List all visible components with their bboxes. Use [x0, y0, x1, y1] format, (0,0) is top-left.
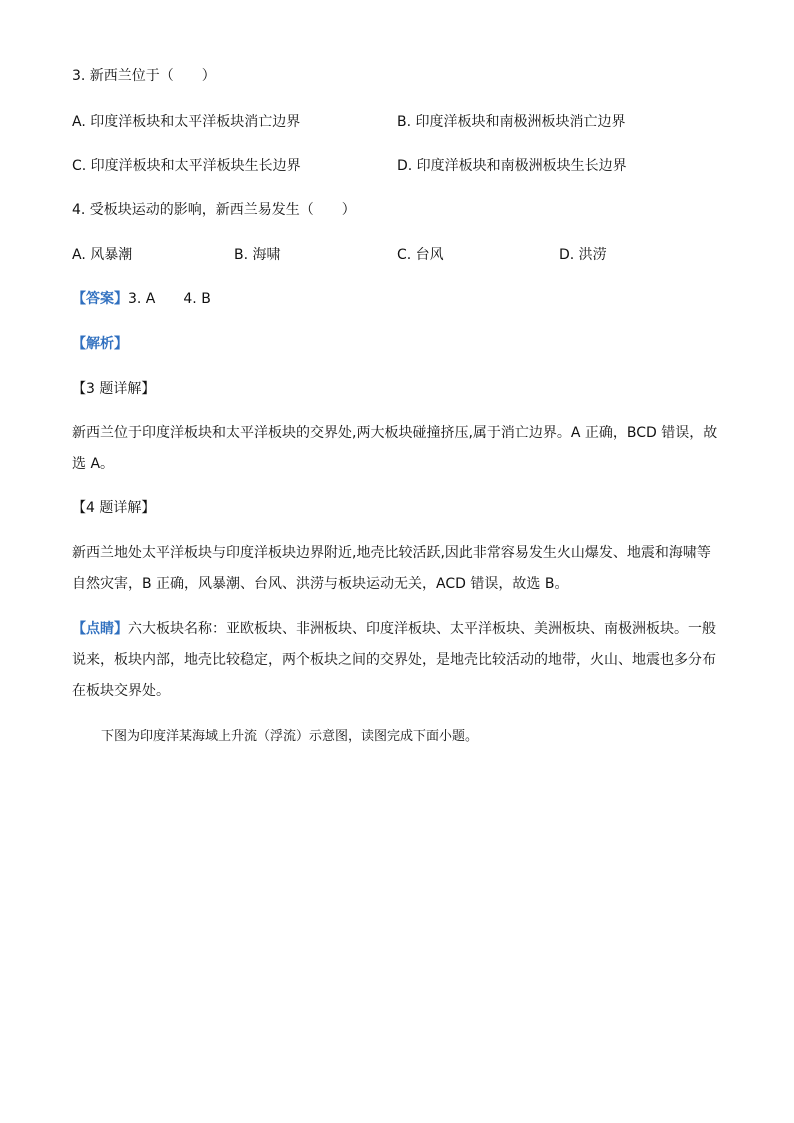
answer-text: 3. A 4. B — [128, 291, 211, 307]
detail-4-heading: 【4 题详解】 — [72, 500, 156, 516]
detail-4-body: 新西兰地处太平洋板块与印度洋板块边界附近,地壳比较活跃,因此非常容易发生火山爆发、地震和海啸等自然灾害，B 正确，风暴潮、台风、洪涝与板块运动无关，ACD 错误，故选 B。 — [72, 545, 711, 592]
answer-line — [72, 289, 211, 309]
question-4-stem: 4. 受板块运动的影响，新西兰易发生（ ） — [72, 202, 356, 218]
question-4-option-c: C. 台风 — [397, 247, 444, 263]
question-4-option-b: B. 海啸 — [234, 247, 281, 263]
question-4-option-d: D. 洪涝 — [559, 247, 607, 263]
question-3-option-d: D. 印度洋板块和南极洲板块生长边界 — [397, 158, 627, 174]
tip-tag: 【点睛】 — [72, 621, 128, 637]
detail-3-body: 新西兰位于印度洋板块和太平洋板块的交界处,两大板块碰撞挤压,属于消亡边界。A 正确，BCD 错误，故选 A。 — [72, 425, 718, 472]
question-3-stem: 3. 新西兰位于（ ） — [72, 68, 216, 84]
tip-paragraph — [72, 614, 724, 707]
next-question-stem: 下图为印度洋某海域上升流（浮流）示意图，读图完成下面小题。 — [101, 729, 479, 744]
question-4-option-a: A. 风暴潮 — [72, 247, 133, 263]
analysis-tag: 【解析】 — [72, 336, 128, 352]
question-3-option-c: C. 印度洋板块和太平洋板块生长边界 — [72, 158, 301, 174]
detail-3-heading: 【3 题详解】 — [72, 381, 156, 397]
question-3-option-a: A. 印度洋板块和太平洋板块消亡边界 — [72, 114, 301, 130]
tip-body: 六大板块名称：亚欧板块、非洲板块、印度洋板块、太平洋板块、美洲板块、南极洲板块。一般说来，板块内部，地壳比较稳定，两个板块之间的交界处，是地壳比较活动的地带，火山、地震也多分布在板块交界处。 — [72, 621, 716, 699]
question-3-option-b: B. 印度洋板块和南极洲板块消亡边界 — [397, 114, 626, 130]
answer-tag: 【答案】 — [72, 291, 128, 307]
analysis-line — [72, 334, 128, 354]
